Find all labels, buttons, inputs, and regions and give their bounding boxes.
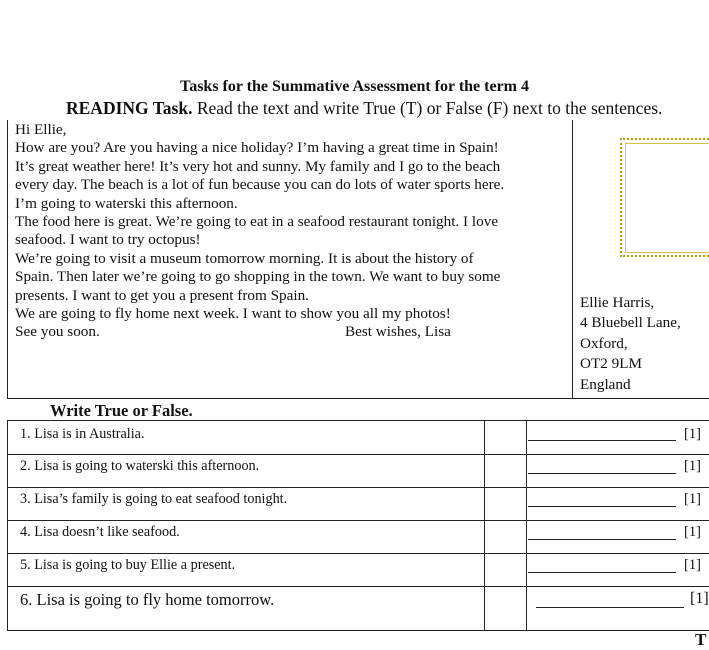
question-text: 5. Lisa is going to buy Ellie a present. [20,557,236,573]
letter-line: Spain. Then later we’re going to go shopping in the town. We want to buy some [15,268,501,286]
question-mark: [1] [684,491,701,507]
letter-sign-row [15,323,570,341]
stamp-frame [625,143,709,253]
question-mark: [1] [684,557,701,573]
letter-line: every day. The beach is a lot of fun because you can do lots of water sports here. [15,176,505,194]
question-text: 2. Lisa is going to waterski this afternoon. [20,458,260,474]
task-label: READING Task. [66,98,193,118]
letter-line: Hi Ellie, [15,121,67,138]
question-mark: [1] [684,458,701,474]
letter-line: We’re going to visit a museum tomorrow morning. It is about the history of [15,249,474,267]
postcard-left-border [7,120,8,398]
letter-line: I’m going to waterski this afternoon. [15,194,238,212]
corner-text: T [695,630,707,649]
address-line: Ellie Harris, [580,294,655,311]
question-row [8,586,709,630]
task-instruction [66,98,662,119]
answer-blank[interactable] [528,539,676,540]
letter-line: presents. I want to get you a present from Spain. [15,286,309,304]
question-mark: [1] [684,426,701,442]
letter-line: seafood. I want to try octopus! [15,231,201,249]
table-bottom-border [7,630,709,631]
question-text: 1. Lisa is in Australia. [20,426,145,442]
answer-blank[interactable] [528,473,676,474]
answer-blank[interactable] [528,440,676,441]
answer-blank[interactable] [528,572,676,573]
letter-line: How are you? Are you having a nice holiday? I’m having a great time in Spain! [15,139,499,157]
question-mark: [1] [684,524,701,540]
letter-body [15,121,570,342]
answer-blank[interactable] [528,506,676,507]
true-false-heading: Write True or False. [50,401,193,420]
question-text: 6. Lisa is going to fly home tomorrow. [20,590,275,609]
address-line: England [580,375,631,393]
answer-blank[interactable] [536,607,684,608]
question-row [8,454,709,487]
question-row [8,553,709,586]
letter-line: We are going to fly home next week. I want to show you all my photos! [15,304,451,322]
question-row [8,520,709,553]
question-mark: [1] [690,590,709,607]
task-instruction-text: Read the text and write True (T) or False (F) next to the sentences. [192,98,663,118]
letter-line: It’s great weather here! It’s very hot and sunny. My family and I go to the beach [15,157,501,175]
letter-line: The food here is great. We’re going to eat in a seafood restaurant tonight. I love [15,212,499,230]
address-line: 4 Bluebell Lane, [580,314,681,332]
question-text: 4. Lisa doesn’t like seafood. [20,524,180,540]
letter-sign-off: See you soon. [15,323,100,341]
postcard-divider [572,120,573,398]
question-row [8,487,709,520]
address-line: Oxford, [580,334,628,352]
address-line: OT2 9LM [580,355,643,373]
question-text: 3. Lisa’s family is going to eat seafood tonight. [20,491,288,507]
postcard-bottom-border [7,398,709,399]
recipient-address [580,293,681,395]
page-title: Tasks for the Summative Assessment for the term 4 [179,78,529,95]
question-row [8,420,709,454]
letter-closing: Best wishes, Lisa [345,323,451,341]
